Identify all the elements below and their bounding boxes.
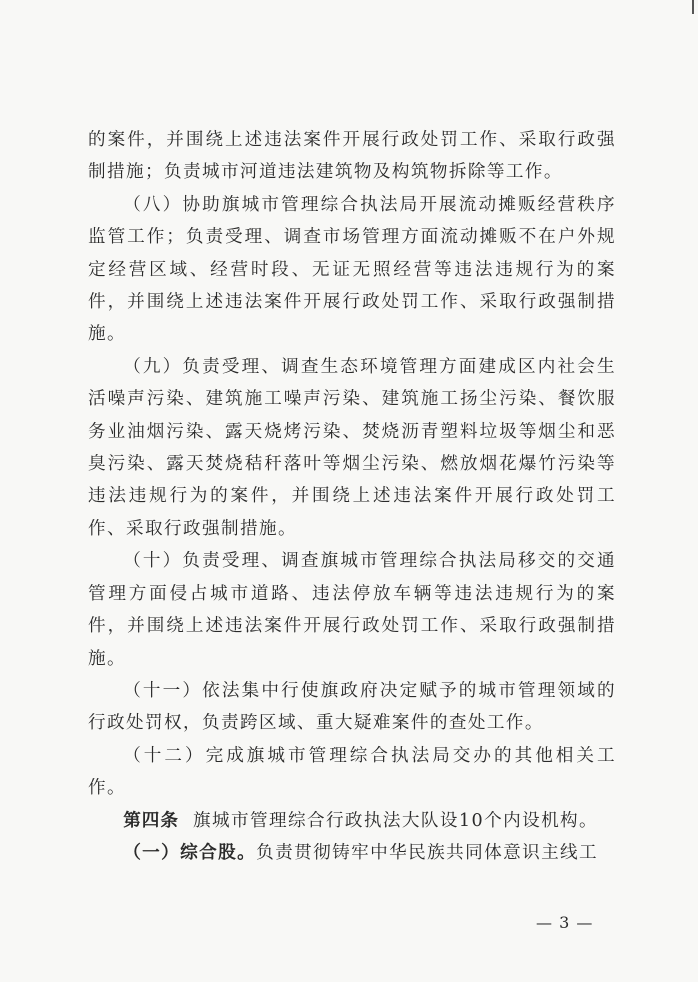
section-1 xyxy=(88,837,616,869)
paragraph-item-9: （九）负责受理、调查生态环境管理方面建成区内社会生活噪声污染、建筑施工噪声污染、建筑施工扬尘污染、餐饮服务业油烟污染、露天烧烤污染、焚烧沥青塑料垃圾等烟尘和恶臭污染、露天焚烧秸秆落叶等烟尘污染、燃放烟花爆竹污染等违法违规行为的案件，并围绕上述违法案件开展行政处罚工作、采取行政强制措施。 xyxy=(88,356,616,539)
paragraph-item-12: （十二）完成旗城市管理综合执法局交办的其他相关工作。 xyxy=(88,745,616,799)
article-4 xyxy=(88,805,616,837)
article-4-heading: 第四条 xyxy=(123,810,179,831)
section-1-title: （一）综合股。 xyxy=(123,842,257,863)
article-4-text: 旗城市管理综合行政执法大队设10个内设机构。 xyxy=(192,810,599,831)
paragraph-continuation: 的案件，并围绕上述违法案件开展行政处罚工作、采取行政强制措施；负责城市河道违法建筑物及构筑物拆除等工作。 xyxy=(88,130,616,183)
paragraph-item-8: （八）协助旗城市管理综合执法局开展流动摊贩经营秩序监管工作；负责受理、调查市场管理方面流动摊贩不在户外规定经营区域、经营时段、无证无照经营等违法违规行为的案件，并围绕上述违法案件开展行政处罚工作、采取行政强制措施。 xyxy=(88,194,616,345)
page-number: — 3 — xyxy=(536,913,594,932)
paragraph-item-10: （十）负责受理、调查旗城市管理综合执法局移交的交通管理方面侵占城市道路、违法停放车辆等违法违规行为的案件，并围绕上述违法案件开展行政处罚工作、采取行政强制措施。 xyxy=(88,551,616,669)
document-body xyxy=(88,124,616,869)
page-edge-mark xyxy=(692,0,694,14)
paragraph-item-11: （十一）依法集中行使旗政府决定赋予的城市管理领域的行政处罚权，负责跨区域、重大疑难案件的查处工作。 xyxy=(88,680,616,734)
section-1-text: 负责贯彻铸牢中华民族共同体意识主线工 xyxy=(256,842,599,863)
